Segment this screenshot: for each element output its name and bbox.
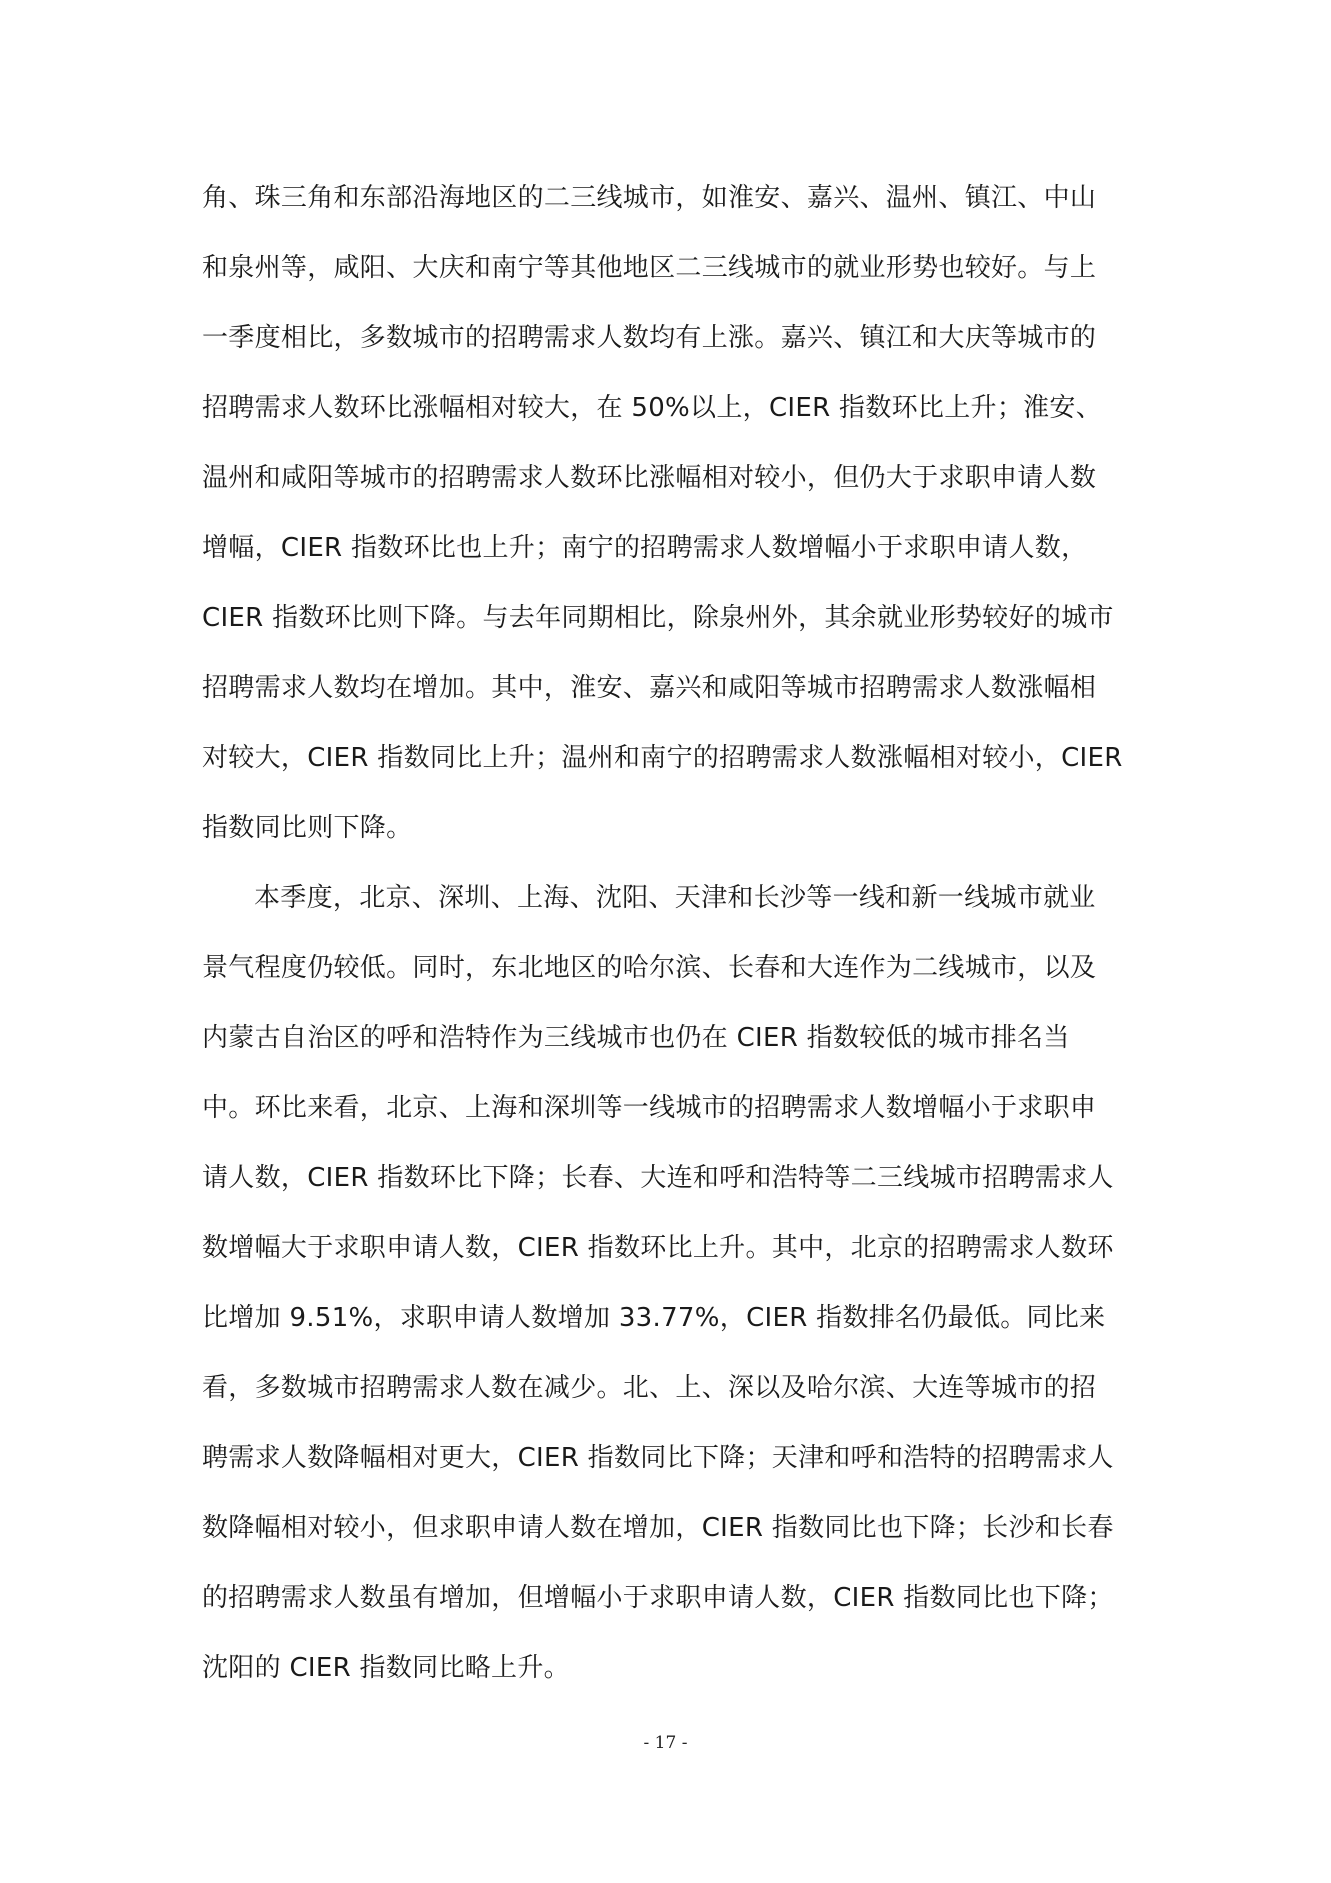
paragraph-line: 看，多数城市招聘需求人数在减少。北、上、深以及哈尔滨、大连等城市的招: [202, 1373, 1097, 1403]
paragraph-line: 的招聘需求人数虽有增加，但增幅小于求职申请人数，CIER 指数同比也下降；: [202, 1583, 1114, 1613]
paragraph-line: 招聘需求人数环比涨幅相对较大，在 50%以上，CIER 指数环比上升；淮安、: [202, 393, 1103, 423]
paragraph-line: 沈阳的 CIER 指数同比略上升。: [202, 1653, 570, 1683]
paragraph-line: 内蒙古自治区的呼和浩特作为三线城市也仍在 CIER 指数较低的城市排名当: [202, 1023, 1070, 1053]
paragraph-line: 聘需求人数降幅相对更大，CIER 指数同比下降；天津和呼和浩特的招聘需求人: [202, 1443, 1114, 1473]
paragraph-line: 指数同比则下降。: [202, 813, 413, 843]
paragraph-2: [202, 869, 1142, 1709]
paragraph-line: 数增幅大于求职申请人数，CIER 指数环比上升。其中，北京的招聘需求人数环: [202, 1233, 1114, 1263]
paragraph-line: 比增加 9.51%，求职申请人数增加 33.77%，CIER 指数排名仍最低。同比来: [202, 1303, 1106, 1333]
paragraph-line: 温州和咸阳等城市的招聘需求人数环比涨幅相对较小，但仍大于求职申请人数: [202, 463, 1097, 493]
paragraph-1: [202, 169, 1142, 869]
paragraph-line: 招聘需求人数均在增加。其中，淮安、嘉兴和咸阳等城市招聘需求人数涨幅相: [202, 673, 1097, 703]
paragraph-line: 数降幅相对较小，但求职申请人数在增加，CIER 指数同比也下降；长沙和长春: [202, 1513, 1114, 1543]
body-text: [202, 169, 1142, 1709]
paragraph-line: 和泉州等，咸阳、大庆和南宁等其他地区二三线城市的就业形势也较好。与上: [202, 253, 1097, 283]
page-number: - 17 -: [643, 1733, 688, 1753]
paragraph-line: 一季度相比，多数城市的招聘需求人数均有上涨。嘉兴、镇江和大庆等城市的: [202, 323, 1097, 353]
paragraph-line: 本季度，北京、深圳、上海、沈阳、天津和长沙等一线和新一线城市就业: [254, 883, 1096, 913]
paragraph-line: 对较大，CIER 指数同比上升；温州和南宁的招聘需求人数涨幅相对较小，CIER: [202, 743, 1123, 773]
paragraph-line: 增幅，CIER 指数环比也上升；南宁的招聘需求人数增幅小于求职申请人数，: [202, 533, 1088, 563]
paragraph-line: 中。环比来看，北京、上海和深圳等一线城市的招聘需求人数增幅小于求职申: [202, 1093, 1097, 1123]
paragraph-line: 请人数，CIER 指数环比下降；长春、大连和呼和浩特等二三线城市招聘需求人: [202, 1163, 1114, 1193]
paragraph-line: 角、珠三角和东部沿海地区的二三线城市，如淮安、嘉兴、温州、镇江、中山: [202, 183, 1097, 213]
paragraph-line: CIER 指数环比则下降。与去年同期相比，除泉州外，其余就业形势较好的城市: [202, 603, 1114, 633]
paragraph-line: 景气程度仍较低。同时，东北地区的哈尔滨、长春和大连作为二线城市，以及: [202, 953, 1097, 983]
